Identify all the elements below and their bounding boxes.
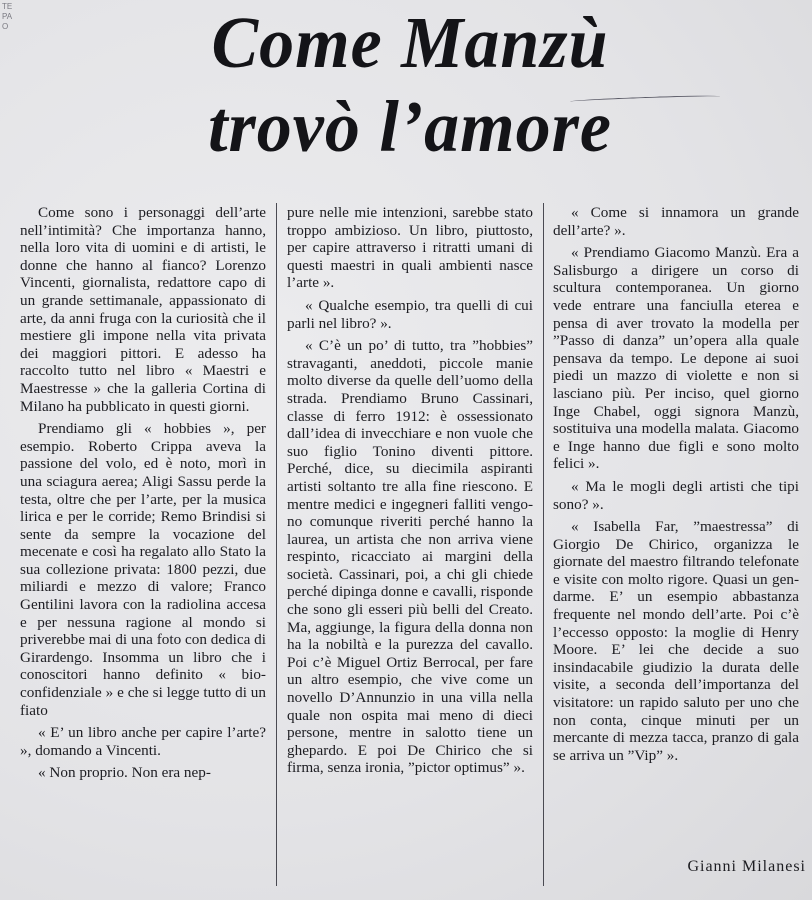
article-column-3 [553,204,799,769]
headline [60,2,760,170]
paragraph: « Prendiamo Giacomo Manzù. Era a Salisburgo a dirigere un corso di scultura contemporanea. Un giorno vede entrare una fanciulla eterea e pensa di aver trovato la modella per ”Passo di danza” un’opera alla quale pensava da tempo. Le depone ai suoi piedi un mazzo di violette e non si lasciano più. Per inciso, quel giorno Inge Chabel, oggi signora Manzù, sostituiva una modella malata. Giacomo e Inge hanno due figli e sono molto felici ». [553,244,799,473]
paragraph: « E’ un libro anche per capire l’arte? », domando a Vincenti. [20,724,266,759]
corner-fragment-line: TE [2,2,13,11]
corner-fragment-line: PA [2,12,13,21]
paragraph: « Isabella Far, ”maestressa” di Giorgio De Chirico, organizza le giornate del maestro filtrando telefonate e visite con molto rigore. Quasi un gendarme. E’ un esempio abbastanza frequente nel mondo dell’arte. Poi c’è l’eccesso opposto: la moglie di Henry Moore. E’ lei che decide a suo insindacabile giudizio la durata delle visite, a seconda dell’importanza del visitatore: un rapido saluto per uno che non conta, cinque minuti per un mercante di mezza tacca, pranzo di gala se arriva un ”Vip” ». [553,518,799,764]
article-column-1 [20,204,266,787]
paragraph: Prendiamo gli « hobbies », per esempio. Roberto Crippa aveva la passione del volo, ed è noto, morì in una sciagura aerea; Aligi Sassu perde la testa, oltre che per l’arte, per la musica lirica e per le corride; Remo Brindisi si sente da sempre la vocazione del mecenate e così ha regalato allo Stato la sua collezione privata: 1800 pezzi, due miliardi e mezzo di valore; Franco Gentilini lavora con la radiolina accesa e per nessuna ragione al mondo si priverebbe mai di una foto con dedica di Girardengo. Insomma un libro che i conoscitori hanno definito « bio-confidenziale » e che si legge tutto di un fiato [20,420,266,719]
paragraph: pure nelle mie intenzioni, sarebbe stato troppo ambizioso. Un libro, piuttosto, per capire attraverso i ritratti umani di questi maestri in quali ambienti nasce l’arte ». [287,204,533,292]
paragraph: « Ma le mogli degli artisti che tipi sono? ». [553,477,799,513]
column-divider [543,203,544,886]
headline-line-2: trovò l’amore [208,87,612,168]
byline: Gianni Milanesi [687,858,806,875]
paragraph: « C’è un po’ di tutto, tra ”hobbies” stravaganti, aneddoti, piccole manie molto diverse da quelle dell’uomo della strada. Prendiamo Bruno Cassinari, classe di ferro 1912: è ossessionato dall’idea di invecchiare e non vuole che suo figlio Tonino diventi pittore. Perché, dice, su diecimila aspiranti artisti soltanto tre alla fine riescono. E mentre medici e ingegneri falliti vengono comunque riveriti perché hanno la laurea, un artista che non arriva viene respinto, ricacciato ai margini della società. Cassinari, poi, a chi gli chiede perché dipinga donne e cavalli, risponde che sono gli esseri più belli del Creato. Ma, aggiunge, la figura della donna non ha la nobiltà e la purezza del cavallo. Poi c’è Miguel Ortiz Berrocal, per fare un altro esempio, che vive come un novello D’Annunzio in una villa nella quale non ospita mai meno di dieci persone, mentre in salotto tiene un ghepardo. E poi De Chirico che si firma, senza ironia, ”pictor optimus” ». [287,337,533,777]
paragraph: « Come si innamora un grande dell’arte? ». [553,204,799,239]
article-column-2 [287,204,533,782]
corner-fragment-line: O [2,22,9,31]
column-divider [276,203,277,886]
paragraph: « Qualche esempio, tra quelli di cui parli nel libro? ». [287,296,533,332]
corner-fragment [2,2,28,32]
paragraph: Come sono i personaggi dell’arte nell’intimità? Che importanza hanno, nella loro vita di uomini e di artisti, le donne che hanno al fianco? Lorenzo Vincenti, giornalista, redattore capo di un grande settimanale, appassionato di arte, da anni fruga con la curiosità che il mestiere gli impone nella vita privata dei maggiori pittori. E adesso ha raccolto tutto nel libro « Maestri e Maestresse » che la galleria Cortina di Milano ha pubblicato in questi giorni. [20,204,266,415]
headline-line-1: Come Manzù [211,3,609,84]
paragraph: « Non proprio. Non era nep- [38,764,211,782]
